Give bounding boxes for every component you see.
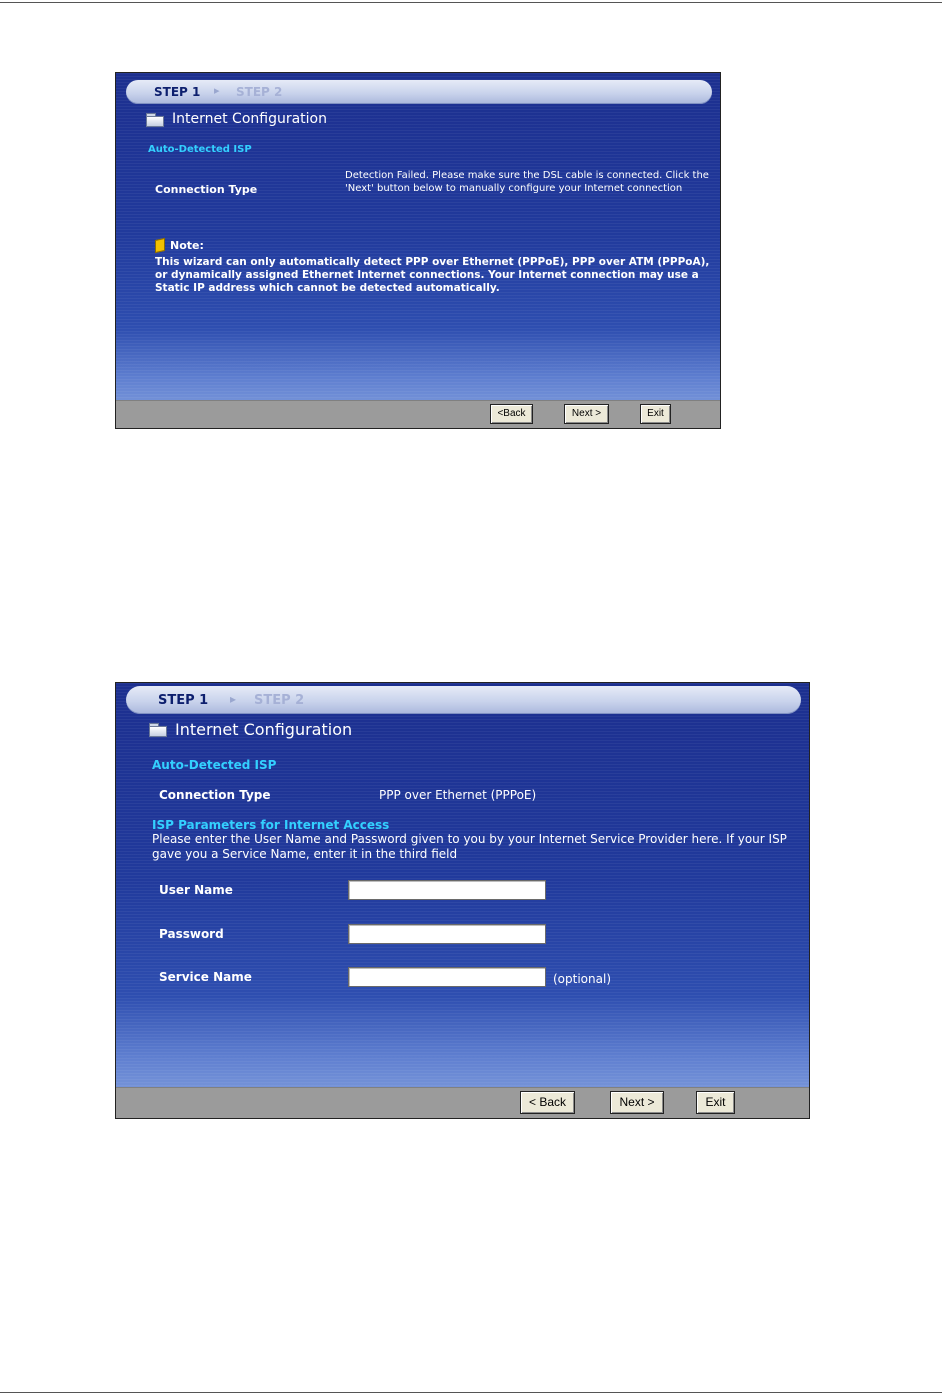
connection-type-label: Connection Type [155,183,258,196]
step-2-label: STEP 2 [236,85,283,99]
note-text: This wizard can only automatically detect PPP over Ethernet (PPPoE), PPP over ATM (PPPoA), or dynamically assigned Ethernet Internet connections. Your Internet connection may use a Static IP address which cannot be detected automatically. [155,256,710,294]
button-bar [116,1087,809,1118]
auto-detected-isp-heading: Auto-Detected ISP [152,758,277,772]
page-title [149,720,352,739]
exit-button[interactable]: Exit [640,404,671,424]
back-button[interactable]: < Back [520,1091,575,1114]
optional-hint: (optional) [553,972,611,986]
connection-type-value: PPP over Ethernet (PPPoE) [379,788,537,802]
step-bar [126,80,712,104]
next-button[interactable]: Next > [610,1091,664,1114]
step-arrow-icon: ▸ [230,692,237,706]
isp-parameters-description: Please enter the User Name and Password given to you by your Internet Service Provider here. If your ISP gave you a Service Name, enter it in the third field [152,832,787,861]
page-bottom-rule [0,1392,942,1393]
password-label: Password [159,927,224,941]
connection-type-label: Connection Type [159,788,271,802]
password-input[interactable] [348,924,546,944]
step-bar [126,686,801,714]
page-title [146,111,327,127]
detection-message: Detection Failed. Please make sure the DSL cable is connected. Click the 'Next' button below to manually configure your Internet connection [345,170,709,194]
isp-parameters-heading: ISP Parameters for Internet Access [152,818,390,832]
step-arrow-icon: ▸ [214,84,220,97]
user-name-label: User Name [159,883,233,897]
auto-detected-isp-heading: Auto-Detected ISP [148,144,252,155]
page-top-rule [0,2,942,3]
note-heading [155,239,204,252]
button-bar [116,400,720,428]
service-name-label: Service Name [159,970,252,984]
page-title-text: Internet Configuration [172,111,327,127]
step-2-label: STEP 2 [254,693,305,708]
wizard-window-detection-failed [115,72,721,429]
folder-icon [146,113,164,126]
note-icon [155,238,165,253]
page-title-text: Internet Configuration [175,720,353,739]
next-button[interactable]: Next > [564,404,609,424]
step-1-label: STEP 1 [154,85,201,99]
service-name-input[interactable] [348,967,546,987]
folder-icon [149,723,167,736]
step-1-label: STEP 1 [158,693,209,708]
exit-button[interactable]: Exit [696,1091,735,1114]
wizard-window-isp-parameters [115,682,810,1119]
user-name-input[interactable] [348,880,546,900]
back-button[interactable]: <Back [490,404,533,424]
note-label: Note: [170,239,204,252]
